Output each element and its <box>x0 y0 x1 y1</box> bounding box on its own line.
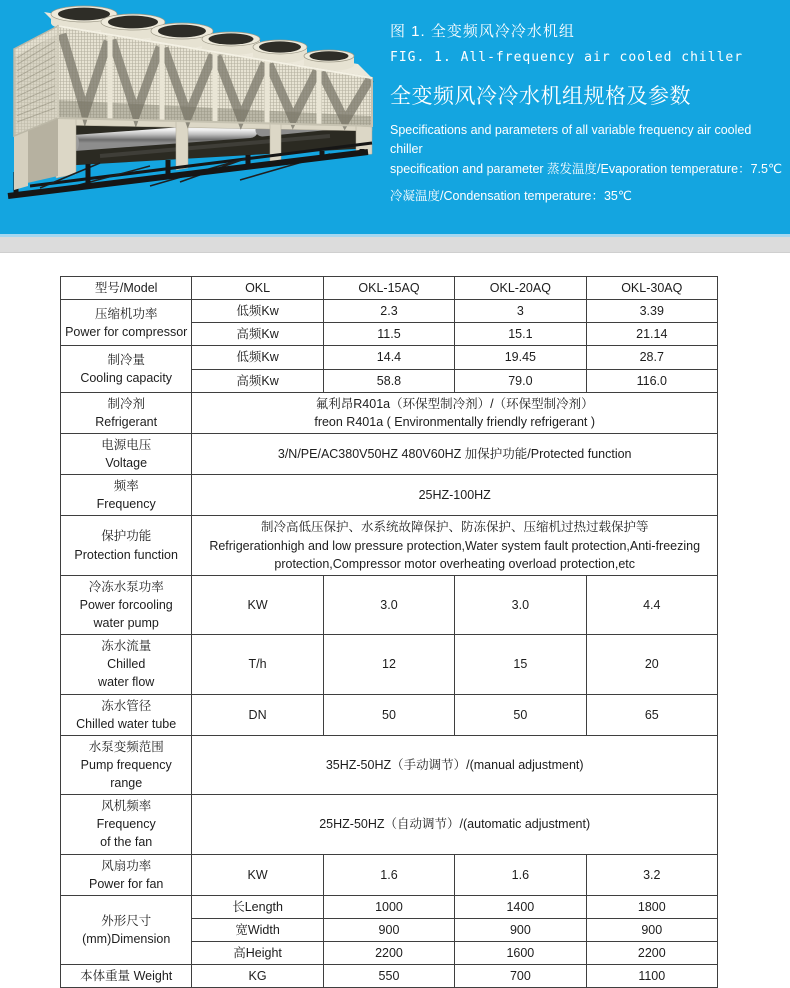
value-cell <box>323 918 454 941</box>
unit-cell <box>192 918 323 941</box>
table-row <box>61 694 718 735</box>
cell-text-line: 900 <box>378 922 400 937</box>
cell-text-line: 风扇功率 <box>101 858 152 873</box>
cell-text-line: T/h <box>248 657 267 672</box>
merged-value-cell <box>192 516 718 575</box>
value-cell <box>455 635 586 694</box>
cell-text-line: 高频Kw <box>236 373 279 388</box>
value-cell <box>323 323 454 346</box>
cell-text-line: 2200 <box>375 946 403 960</box>
cell-text-line: Frequency <box>96 497 156 512</box>
row-label-cell <box>61 392 192 433</box>
value-cell <box>455 918 586 941</box>
table-row <box>61 516 718 575</box>
cell-text-line: 12 <box>382 657 396 672</box>
cell-text-line: 保护功能 <box>101 529 152 544</box>
cell-text-line: 本体重量 Weight <box>80 969 173 984</box>
column-header-cell <box>192 277 323 300</box>
cell-text-line: 19.45 <box>504 350 536 365</box>
value-cell <box>323 965 454 988</box>
cell-text-line: 25HZ-100HZ <box>418 488 491 503</box>
cell-text-line: water pump <box>93 616 159 630</box>
cell-text-line: 1000 <box>375 899 403 914</box>
value-cell <box>586 346 717 369</box>
cell-text-line: freon R401a ( Environmentally friendly refrigerant ) <box>314 414 596 429</box>
cell-text-line: Cooling capacity <box>80 371 173 385</box>
merged-value-cell <box>192 475 718 516</box>
cell-text-line: Power forcooling <box>79 597 173 612</box>
cell-text-line: Pump frequency <box>80 757 172 772</box>
value-cell <box>586 854 717 895</box>
unit-cell <box>192 895 323 918</box>
table-row <box>61 475 718 516</box>
cell-text-line: 频率 <box>113 479 139 494</box>
cell-text-line: 低频Kw <box>236 350 279 365</box>
cell-text-line: 20 <box>644 657 659 672</box>
cell-text-line: 1400 <box>506 899 535 914</box>
row-label-cell <box>61 965 192 988</box>
value-cell <box>586 635 717 694</box>
value-cell <box>586 918 717 941</box>
cell-text-line: 1.6 <box>380 867 398 882</box>
figure-caption-en: FIG. 1. All-frequency air cooled chiller <box>390 50 744 65</box>
value-cell <box>455 694 586 735</box>
merged-value-cell <box>192 735 718 794</box>
cell-text-line: Voltage <box>105 456 148 470</box>
table-row <box>61 346 718 369</box>
cell-text-line: OKL-30AQ <box>621 281 683 295</box>
cell-text-line: 58.8 <box>376 373 402 388</box>
unit-cell <box>192 854 323 895</box>
value-cell <box>586 575 717 634</box>
cell-text-line: 14.4 <box>376 350 402 365</box>
row-label-cell <box>61 795 192 854</box>
unit-cell <box>192 346 323 369</box>
value-cell <box>455 323 586 346</box>
table-row <box>61 575 718 634</box>
unit-cell <box>192 300 323 323</box>
value-cell <box>323 369 454 392</box>
cell-text-line: 3.0 <box>511 597 530 612</box>
column-header-cell <box>323 277 454 300</box>
cell-text-line: range <box>110 776 143 790</box>
value-cell <box>323 346 454 369</box>
cell-text-line: 65 <box>644 707 659 722</box>
merged-value-cell <box>192 795 718 854</box>
value-cell <box>455 575 586 634</box>
row-label-cell <box>61 300 192 346</box>
spec-table <box>60 276 718 988</box>
cell-text-line: 宽Width <box>235 922 280 937</box>
value-cell <box>586 694 717 735</box>
cell-text-line: 28.7 <box>639 350 664 365</box>
unit-cell <box>192 575 323 634</box>
cell-text-line: 3.39 <box>639 304 664 319</box>
value-cell <box>586 300 717 323</box>
cell-text-line: (mm)Dimension <box>82 931 171 946</box>
cell-text-line: 氟利昂R401a（环保型制冷剂）/（环保型制冷剂） <box>315 396 594 411</box>
table-row <box>61 854 718 895</box>
cell-text-line: 低频Kw <box>236 304 279 319</box>
cell-text-line: water flow <box>98 675 155 690</box>
chiller-photo <box>0 0 385 234</box>
chiller-end-face <box>14 26 58 190</box>
cell-text-line: KW <box>247 597 268 612</box>
column-header-cell <box>586 277 717 300</box>
cell-text-line: 550 <box>378 969 400 984</box>
row-label-cell <box>61 895 192 964</box>
cell-text-line: 21.14 <box>636 327 668 342</box>
cell-text-line: 11.5 <box>377 327 401 342</box>
table-row <box>61 300 718 323</box>
row-label-cell <box>61 694 192 735</box>
table-row <box>61 277 718 300</box>
divider-band <box>0 234 790 253</box>
table-row <box>61 895 718 918</box>
cell-text-line: protection,Compressor motor overheating overload protection,etc <box>274 556 635 571</box>
cell-text-line: OKL-15AQ <box>358 281 420 295</box>
cell-text-line: Refrigerant <box>95 414 158 429</box>
cell-text-line: 冷冻水泵功率 <box>88 579 164 594</box>
row-label-cell <box>61 735 192 794</box>
cell-text-line: 3 <box>516 304 524 319</box>
table-row <box>61 735 718 794</box>
value-cell <box>455 346 586 369</box>
hero-text-block <box>390 20 786 207</box>
cell-text-line: Chilled <box>107 657 146 672</box>
section-title-zh: 全变频风冷冷水机组规格及参数 <box>390 85 691 108</box>
cell-text-line: 50 <box>513 707 528 722</box>
row-label-cell <box>61 635 192 694</box>
cell-text-line: Power for fan <box>89 876 164 891</box>
value-cell <box>455 965 586 988</box>
cell-text-line: 高频Kw <box>236 327 279 342</box>
row-label-cell <box>61 346 192 392</box>
row-label-cell <box>61 575 192 634</box>
cell-text-line: 长Length <box>232 899 283 914</box>
cell-text-line: 3.0 <box>380 597 398 612</box>
cell-text-line: 900 <box>641 922 663 937</box>
cell-text-line: 15 <box>513 657 528 672</box>
cell-text-line: 制冷量 <box>107 352 145 367</box>
cell-text-line: OKL <box>245 281 271 295</box>
row-label-cell <box>61 433 192 474</box>
value-cell <box>323 635 454 694</box>
subtitle-line-2: specification and parameter 蒸发温度/Evaporation temperature：7.5℃ <box>390 161 782 176</box>
cell-text-line: Refrigerationhigh and low pressure protection,Water system fault protection,Anti-freezing <box>209 538 701 553</box>
table-row <box>61 635 718 694</box>
cell-text-line: 2.3 <box>380 304 398 319</box>
unit-cell <box>192 965 323 988</box>
cell-text-line: 1.6 <box>511 867 530 882</box>
column-header-cell <box>455 277 586 300</box>
cell-text-line: 2200 <box>637 946 666 960</box>
value-cell <box>323 575 454 634</box>
table-section <box>0 253 790 988</box>
cell-text-line: 50 <box>382 707 396 722</box>
cell-text-line: Power for compressor <box>65 324 188 339</box>
cell-text-line: 1600 <box>506 946 535 960</box>
hero-banner <box>0 0 790 234</box>
table-row <box>61 965 718 988</box>
cell-text-line: of the fan <box>100 835 153 850</box>
value-cell <box>323 300 454 323</box>
cell-text-line: KW <box>247 867 268 882</box>
cell-text-line: 型号/Model <box>94 281 158 295</box>
row-label-cell <box>61 475 192 516</box>
unit-cell <box>192 369 323 392</box>
cell-text-line: Chilled water tube <box>76 716 177 731</box>
cell-text-line: 25HZ-50HZ（自动调节）/(automatic adjustment) <box>319 817 591 832</box>
cell-text-line: 3.2 <box>643 867 661 882</box>
cell-text-line: 15.1 <box>508 327 533 342</box>
value-cell <box>586 369 717 392</box>
unit-cell <box>192 323 323 346</box>
cell-text-line: 制冷高低压保护、水系统故障保护、防冻保护、压缩机过热过载保护等 <box>260 520 649 535</box>
value-cell <box>586 965 717 988</box>
value-cell <box>323 942 454 965</box>
cell-text-line: 1100 <box>638 969 666 984</box>
cell-text-line: 冻水流量 <box>101 639 152 654</box>
value-cell <box>323 694 454 735</box>
cell-text-line: 水泵变频范围 <box>88 739 164 754</box>
merged-value-cell <box>192 392 718 433</box>
unit-cell <box>192 942 323 965</box>
cell-text-line: 79.0 <box>508 373 533 388</box>
cell-text-line: 电源电压 <box>101 437 152 452</box>
row-label-cell <box>61 854 192 895</box>
cell-text-line: 3/N/PE/AC380V50HZ 480V60HZ 加保护功能/Protected function <box>277 446 632 461</box>
table-row <box>61 392 718 433</box>
cell-text-line: 高Height <box>233 946 282 960</box>
value-cell <box>323 854 454 895</box>
cell-text-line: 35HZ-50HZ（手动调节）/(manual adjustment) <box>325 757 584 772</box>
cell-text-line: 冻水管径 <box>101 698 152 713</box>
cell-text-line: 压缩机功率 <box>94 306 158 321</box>
cell-text-line: 900 <box>509 922 531 937</box>
table-row <box>61 795 718 854</box>
value-cell <box>586 942 717 965</box>
column-header-cell <box>61 277 192 300</box>
cell-text-line: DN <box>248 707 267 722</box>
value-cell <box>455 854 586 895</box>
unit-cell <box>192 635 323 694</box>
value-cell <box>455 942 586 965</box>
value-cell <box>455 300 586 323</box>
cell-text-line: 外形尺寸 <box>101 913 152 928</box>
value-cell <box>323 895 454 918</box>
cell-text-line: Protection function <box>74 547 178 562</box>
unit-cell <box>192 694 323 735</box>
cell-text-line: 1800 <box>637 899 666 914</box>
value-cell <box>586 895 717 918</box>
cell-text-line: 制冷剂 <box>107 396 145 411</box>
value-cell <box>586 323 717 346</box>
table-row <box>61 433 718 474</box>
merged-value-cell <box>192 433 718 474</box>
subtitle-line-1: Specifications and parameters of all variable frequency air cooled chiller <box>390 123 752 157</box>
condensation-temperature-line: 冷凝温度/Condensation temperature：35℃ <box>390 189 632 204</box>
cell-text-line: OKL-20AQ <box>489 281 551 295</box>
cell-text-line: 风机频率 <box>101 799 152 814</box>
value-cell <box>455 369 586 392</box>
cell-text-line: 116.0 <box>636 373 667 388</box>
cell-text-line: KG <box>248 969 267 984</box>
figure-caption-zh: 图 1. 全变频风冷冷水机组 <box>390 23 575 40</box>
cell-text-line: 700 <box>509 969 531 984</box>
cell-text-line: 4.4 <box>643 597 661 612</box>
row-label-cell <box>61 516 192 575</box>
value-cell <box>455 895 586 918</box>
cell-text-line: Frequency <box>96 817 156 832</box>
